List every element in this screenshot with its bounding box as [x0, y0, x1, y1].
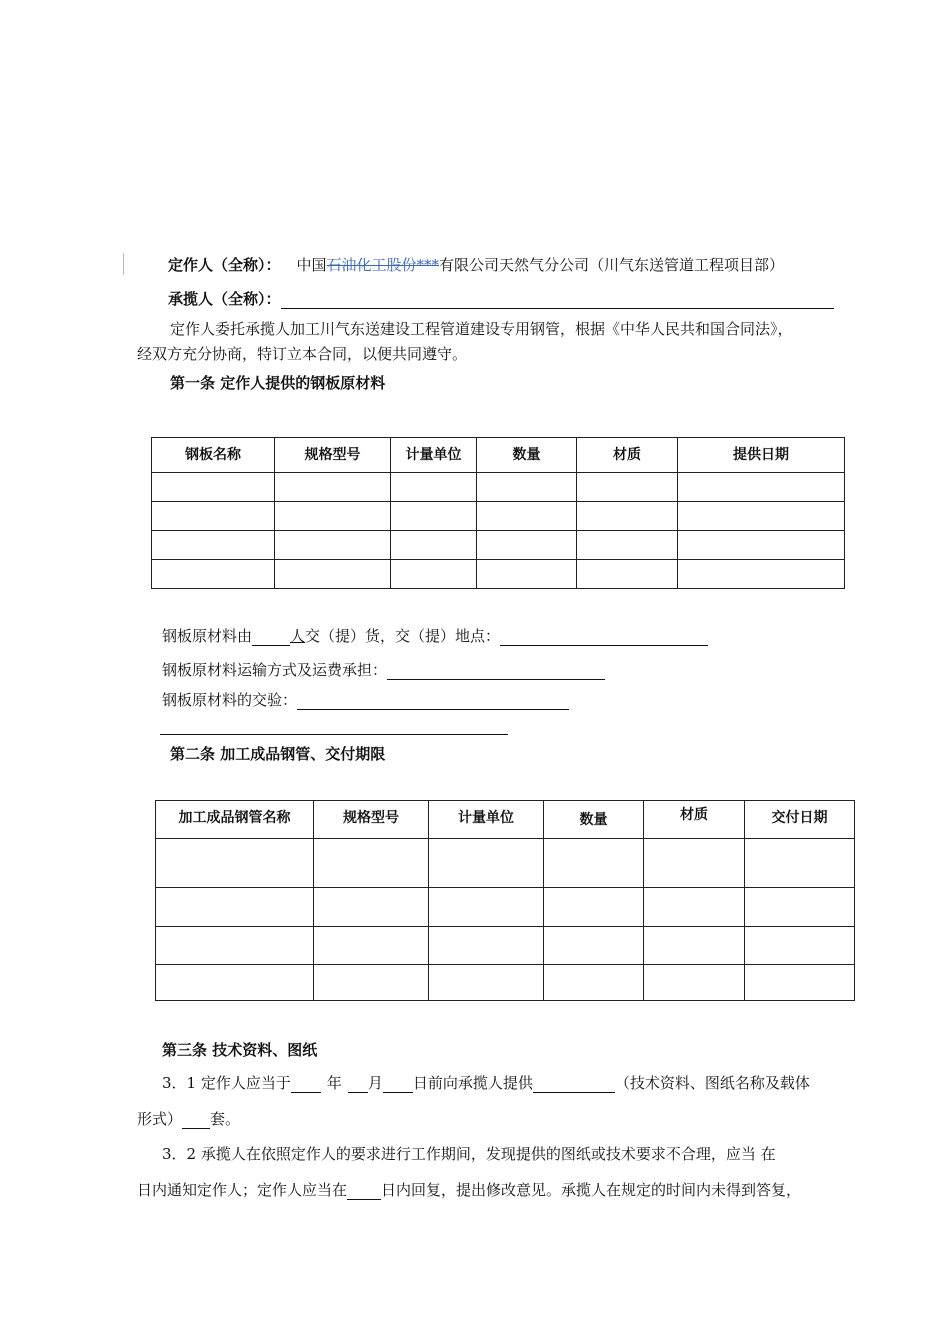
margin-mark — [123, 253, 124, 275]
finished-pipe-table — [155, 800, 855, 1001]
clause-3-2-line-2 — [137, 1180, 801, 1200]
table-cell[interactable] — [275, 560, 391, 589]
table-cell[interactable] — [745, 927, 855, 965]
article-3-title: 第三条 技术资料、图纸 — [162, 1041, 318, 1059]
delivery-location-blank[interactable] — [500, 629, 708, 646]
article-1-title: 第一条 定作人提供的钢板原材料 — [170, 374, 386, 392]
inspection-blank[interactable] — [297, 693, 569, 710]
clause-3-1-text-d: 形式） — [137, 1110, 183, 1128]
table-cell[interactable] — [152, 502, 275, 531]
table-cell[interactable] — [745, 888, 855, 927]
table-cell[interactable] — [477, 560, 577, 589]
party-a-name-prefix: 中国 — [296, 256, 327, 274]
year-label: 年 — [326, 1074, 342, 1092]
table-cell[interactable] — [429, 927, 544, 965]
party-a-name-deleted: 石油化工股份*** — [326, 256, 440, 274]
col-header: 材质 — [577, 438, 678, 473]
party-a-line — [168, 255, 784, 275]
table-cell[interactable] — [577, 502, 678, 531]
table-cell[interactable] — [544, 965, 644, 1001]
delivery-line — [162, 626, 708, 646]
clause-3-1-text-c: （技术资料、图纸名称及载体 — [614, 1074, 810, 1092]
table-cell[interactable] — [544, 927, 644, 965]
inspection-continuation-blank[interactable] — [160, 734, 508, 735]
col-header: 钢板名称 — [152, 438, 275, 473]
transport-label: 钢板原材料运输方式及运费承担： — [162, 661, 388, 679]
delivery-blank[interactable] — [252, 629, 290, 646]
col-header: 规格型号 — [314, 801, 429, 839]
year-blank[interactable] — [291, 1076, 321, 1093]
table-cell[interactable] — [644, 927, 745, 965]
table-row — [152, 531, 845, 560]
intro-line-1: 定作人委托承揽人加工川气东送建设工程管道建设专用钢管，根据《中华人民共和国合同法》， — [170, 320, 793, 338]
table-cell[interactable] — [391, 531, 477, 560]
clause-3-2-line-1: 3．2 承揽人在依照定作人的要求进行工作期间，发现提供的图纸或技术要求不合理，应当 在 — [162, 1145, 776, 1163]
clause-3-1-line-2 — [137, 1109, 240, 1129]
clause-3-1-text-a: 3．1 定作人应当于 — [162, 1074, 291, 1092]
table-header-row — [156, 801, 855, 839]
table-cell[interactable] — [429, 839, 544, 888]
col-header: 交付日期 — [745, 801, 855, 839]
article-2-title: 第二条 加工成品钢管、交付期限 — [170, 745, 386, 763]
clause-3-1-line-1 — [162, 1073, 810, 1093]
table-cell[interactable] — [544, 839, 644, 888]
table-cell[interactable] — [745, 965, 855, 1001]
col-header: 计量单位 — [429, 801, 544, 839]
table-cell[interactable] — [152, 473, 275, 502]
table-cell[interactable] — [678, 560, 845, 589]
table-cell[interactable] — [577, 560, 678, 589]
table-cell[interactable] — [156, 927, 314, 965]
table-cell[interactable] — [678, 473, 845, 502]
table-row — [152, 502, 845, 531]
col-header: 材质 — [644, 801, 745, 839]
table-cell[interactable] — [644, 888, 745, 927]
inspection-label: 钢板原材料的交验： — [162, 691, 298, 709]
intro-line-2: 经双方充分协商，特订立本合同，以便共同遵守。 — [137, 345, 468, 363]
table-cell[interactable] — [577, 531, 678, 560]
table-cell[interactable] — [429, 888, 544, 927]
clause-3-1-text-e: 套。 — [210, 1110, 241, 1128]
clause-3-2-text-a: 日内通知定作人；定作人应当在 — [137, 1181, 348, 1199]
col-header: 规格型号 — [275, 438, 391, 473]
table-row — [152, 560, 845, 589]
delivery-person: 人 — [290, 627, 306, 645]
reply-days-blank[interactable] — [347, 1183, 381, 1200]
table-cell[interactable] — [429, 965, 544, 1001]
table-cell[interactable] — [314, 888, 429, 927]
month-blank[interactable] — [348, 1076, 368, 1093]
table-cell[interactable] — [152, 531, 275, 560]
table-row — [156, 927, 855, 965]
delivery-text-b: 交（提）货，交（提）地点： — [305, 627, 501, 645]
table-cell[interactable] — [391, 502, 477, 531]
col-header: 计量单位 — [391, 438, 477, 473]
day-blank[interactable] — [383, 1076, 413, 1093]
col-header: 加工成品钢管名称 — [156, 801, 314, 839]
table-cell[interactable] — [678, 531, 845, 560]
table-cell[interactable] — [156, 888, 314, 927]
table-cell[interactable] — [391, 473, 477, 502]
table-cell[interactable] — [152, 560, 275, 589]
table-cell[interactable] — [745, 839, 855, 888]
table-row — [156, 888, 855, 927]
table-cell[interactable] — [156, 839, 314, 888]
table-cell[interactable] — [314, 927, 429, 965]
inspection-line — [162, 690, 569, 710]
clause-3-1-text-b: 日前向承揽人提供 — [412, 1074, 533, 1092]
party-b-label: 承揽人（全称）： — [168, 290, 281, 308]
table-cell[interactable] — [156, 965, 314, 1001]
table-cell[interactable] — [275, 473, 391, 502]
clause-3-2-text-b: 日内回复，提出修改意见。承揽人在规定的时间内未得到答复， — [381, 1181, 802, 1199]
table-cell[interactable] — [678, 502, 845, 531]
table-row — [152, 473, 845, 502]
transport-blank[interactable] — [387, 663, 605, 680]
table-cell[interactable] — [477, 502, 577, 531]
party-b-line — [168, 289, 834, 309]
party-a-name-suffix: 有限公司天然气分公司（川气东送管道工程项目部） — [439, 256, 785, 274]
table-cell[interactable] — [314, 839, 429, 888]
table-cell[interactable] — [275, 531, 391, 560]
col-header: 数量 — [544, 801, 644, 839]
table-cell[interactable] — [391, 560, 477, 589]
steel-plate-table — [151, 437, 845, 589]
table-header-row — [152, 438, 845, 473]
col-header: 数量 — [477, 438, 577, 473]
table-cell[interactable] — [577, 473, 678, 502]
sets-blank[interactable] — [182, 1112, 210, 1129]
table-cell[interactable] — [644, 839, 745, 888]
table-cell[interactable] — [544, 888, 644, 927]
table-cell[interactable] — [314, 965, 429, 1001]
table-cell[interactable] — [275, 502, 391, 531]
table-cell[interactable] — [477, 473, 577, 502]
document-name-blank[interactable] — [533, 1076, 615, 1093]
table-row — [156, 839, 855, 888]
party-b-name-blank[interactable] — [281, 292, 834, 309]
table-cell[interactable] — [644, 965, 745, 1001]
transport-line — [162, 660, 605, 680]
table-row — [156, 965, 855, 1001]
party-a-label: 定作人（全称）： — [168, 256, 281, 274]
delivery-text-a: 钢板原材料由 — [162, 627, 253, 645]
month-label: 月 — [367, 1074, 383, 1092]
col-header: 提供日期 — [678, 438, 845, 473]
table-cell[interactable] — [477, 531, 577, 560]
